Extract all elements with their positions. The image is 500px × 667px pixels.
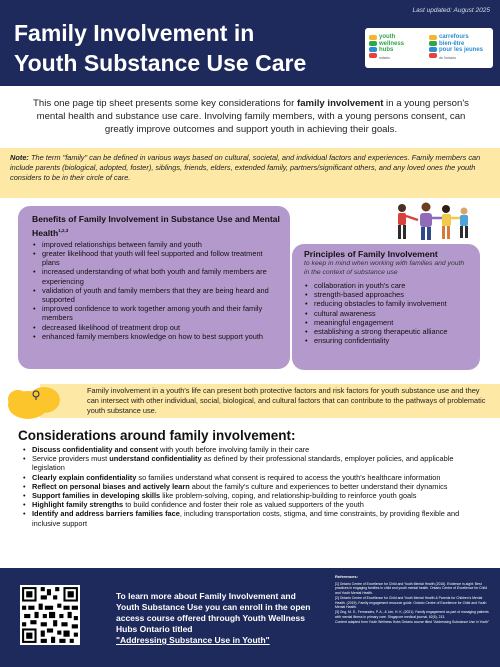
benefit-item: • improved confidence to work together among youth and their family members (32, 304, 280, 322)
consideration-item: • Support families in developing skills like problem-solving, coping, and relationship-building to reinforce youth goals (22, 491, 482, 500)
principle-item: • ensuring confidentiality (304, 336, 470, 345)
lightbulb-cloud-icon (6, 383, 84, 421)
benefit-item: • greater likelihood that youth will feel supported and follow treatment plans (32, 249, 280, 267)
note-label: Note: (10, 153, 29, 162)
title-line-2: Youth Substance Use Care (14, 50, 307, 76)
benefit-item: • increased understanding of what both youth and family members are experiencing (32, 267, 280, 285)
callout-text: Family involvement in a youth's life can present both protective factors and risk factors for youth substance use and they can intersect with other individual, social, biological, and cultural factors that can contribute to the pathways of problematic youth substance use. (87, 386, 486, 415)
considerations-list (22, 445, 482, 528)
principle-item: • cultural awareness (304, 309, 470, 318)
principles-list (304, 281, 470, 345)
carrefours-logo (429, 33, 491, 63)
principles-card (292, 244, 480, 370)
footer-course-text (116, 591, 316, 646)
logo-right-line1: carrefours (439, 34, 469, 40)
principle-item: • reducing obstacles to family involvement (304, 299, 470, 308)
course-link[interactable]: "Addressing Substance Use in Youth" (116, 635, 270, 645)
reference-item: Content adapted from Youth Wellness Hubs Ontario course titled "Addressing Substance Use in Youth" (335, 620, 490, 625)
benefit-item: • decreased likelihood of treatment drop out (32, 323, 280, 332)
last-updated: Last updated: August 2025 (412, 7, 490, 14)
logo-left-line2: wellness (379, 40, 405, 47)
reference-item: [2] Ontario Centre of Excellence for Child and Youth Mental Health & Parents for Children's Mental Health. (2019). Family engagement resource guide. Ontario Centre of Excellence for Child and Youth Mental Health. (335, 596, 487, 609)
reference-item: [1] Ontario Centre of Excellence for Child and Youth Mental Health (2016). Evidence in-sight: Best practices in engaging families in child and youth mental health. Ontario Centre of Excellence for Child and Youth Mental Health. (335, 582, 487, 595)
benefits-list (32, 240, 280, 341)
logo-left-line3: hubs (379, 47, 394, 53)
benefit-item: • improved relationships between family and youth (32, 240, 280, 249)
principle-item: • meaningful engagement (304, 318, 470, 327)
principle-item: • strength-based approaches (304, 290, 470, 299)
logo-right-line3: pour les jeunes (439, 47, 484, 53)
consideration-item: • Discuss confidentiality and consent with youth before involving family in their care (22, 445, 482, 454)
consideration-item: • Reflect on personal biases and actively learn about the family's culture and experiences to better understand their dynamics (22, 482, 482, 491)
references (335, 575, 490, 626)
title-line-1: Family Involvement in (14, 20, 255, 46)
logo-right-line2: bien-être (439, 40, 465, 47)
references-title: References: (335, 574, 358, 579)
consideration-item: • Clearly explain confidentiality so families understand what consent is required to access the youth's healthcare information (22, 473, 482, 482)
benefit-item: • validation of youth and family members that they are being heard and supported (32, 286, 280, 304)
consideration-item: • Service providers must understand confidentiality as defined by their professional standards, employer policies, and applicable legislation (22, 454, 482, 472)
principles-title: Principles of Family Involvement (304, 249, 438, 259)
consideration-item: • Highlight family strengths to build confidence and foster their role as valued supporters of the youth (22, 500, 482, 509)
note-banner (0, 148, 500, 198)
logo-left-line1: youth (379, 34, 396, 40)
qr-code-icon[interactable] (20, 585, 80, 645)
principle-item: • establishing a strong therapeutic alliance (304, 327, 470, 336)
intro-text-1: This one page tip sheet presents some key considerations for (33, 98, 298, 109)
benefits-card (18, 206, 290, 369)
logo-left-line4: ontario (379, 55, 390, 60)
logo-mark-icon (369, 35, 377, 57)
youth-wellness-hubs-logo (369, 33, 427, 63)
intro-text-2: in a young person's mental health and substance use care. Involving family members, with a young persons consent, can greatly improve outcomes and support youth in achieving their goals. (36, 98, 469, 135)
benefits-title: Benefits of Family Involvement in Substance Use and Mental Health$^{1,2,3}$ (32, 214, 280, 238)
note-text: The term "family" can be defined in various ways based on cultural, societal, and individual factors and experiences. Family members can include parents (biological, adopted, foster), siblings, friends, elders, extended family, partners/significant others, and any loved ones the youth considers to be in their circle of care. (10, 153, 481, 182)
reference-item: [3] Ong, M. S., Fernandes, P. A., & Lim, H. K. (2021). Family engagement as part of managing patients with mental illness in primary care. Singapore medical journal, 62(5), 213. (335, 610, 489, 619)
logo-right-line4: de l'ontario (439, 55, 457, 60)
benefits-sup: 1,2,3 (58, 228, 69, 233)
people-illustration-icon (388, 202, 480, 244)
logo-mark-fr-icon (429, 35, 437, 57)
principles-subtitle: to keep in mind when working with families and youth in the context of substance use (304, 260, 465, 276)
consideration-item: • Identify and address barriers families face, including transportation costs, stigma, and time constraints, by providing flexible and inclusive support (22, 509, 482, 527)
page-title (14, 18, 306, 78)
logo-panel (365, 28, 493, 68)
principle-item: • collaboration in youth's care (304, 281, 470, 290)
intro-bold: family involvement (297, 98, 384, 109)
considerations-title: Considerations around family involvement: (18, 428, 296, 443)
footer-course-body: To learn more about Family Involvement and Youth Substance Use you can enroll in the open access course offered through Youth Wellness Hubs Ontario titled (116, 591, 311, 634)
intro-paragraph (28, 97, 474, 136)
references-list (335, 582, 490, 624)
benefit-item: • enhanced family members knowledge on how to best support youth (32, 332, 280, 341)
